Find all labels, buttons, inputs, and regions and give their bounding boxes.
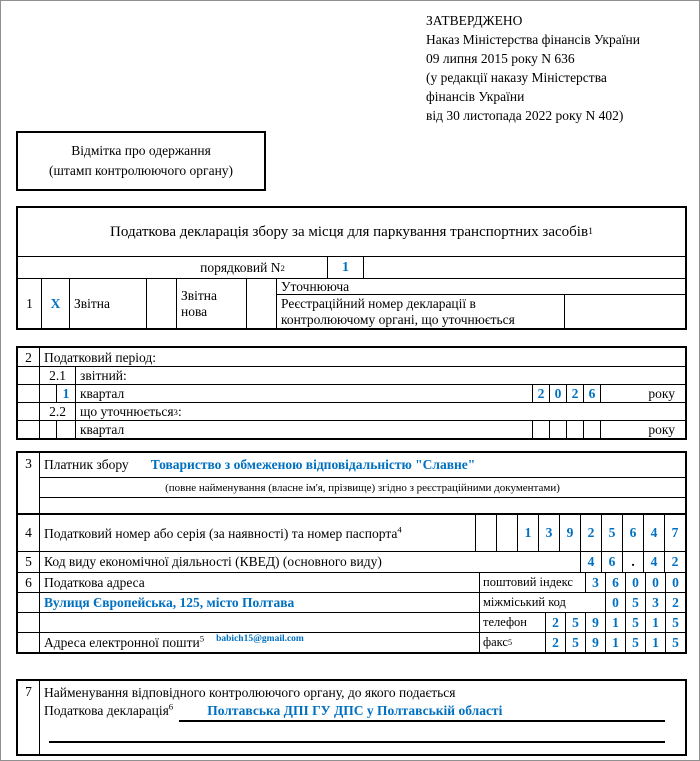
approval-line: ЗАТВЕРДЖЕНО — [426, 13, 523, 28]
payer-section — [18, 453, 685, 513]
phone-row-empty-cell — [40, 613, 479, 632]
authority-number: 7 — [18, 681, 40, 754]
payer-details-table — [16, 451, 687, 654]
postal-digit-box[interactable]: 0 — [665, 573, 685, 592]
street-address-value[interactable]: Вулиця Європейська, 125, місто Полтава — [44, 594, 295, 610]
payer-name-value[interactable]: Товариство з обмеженою відповідальністю "Славне" — [150, 457, 476, 472]
utochniuiucha-mark-cell[interactable] — [247, 279, 277, 328]
year2-word-label: року — [600, 421, 685, 438]
kved-label: Код виду економічної діяльності (КВЕД) (основного виду) — [44, 554, 382, 569]
registration-number-label: Реєстраційний номер декларації в контролюючому органі, що уточнюється — [277, 295, 565, 328]
fax-label: факс 5 — [479, 633, 545, 652]
clarified-quarter-row — [18, 420, 685, 438]
phone-digit-box[interactable]: 2 — [545, 613, 565, 632]
year2-digit-box[interactable] — [532, 421, 549, 438]
kved-row — [18, 551, 685, 572]
period-sub2-number: 2.2 — [40, 403, 76, 420]
period-sub1-row — [18, 366, 685, 384]
registration-number-value-cell[interactable] — [565, 295, 685, 328]
tax-number-digit-box[interactable]: 4 — [643, 515, 664, 551]
tax-number-digit-box[interactable]: 2 — [580, 515, 601, 551]
controlling-authority-table — [16, 679, 687, 756]
utochniuiucha-label: Уточнююча — [277, 279, 685, 295]
quarter-label: квартал — [80, 386, 125, 401]
fax-digit-box[interactable]: 5 — [565, 633, 585, 652]
fax-digit-box[interactable]: 9 — [585, 633, 605, 652]
period-sub1-number: 2.1 — [40, 367, 76, 384]
zvitna-label: Звітна — [70, 279, 147, 328]
address-number: 6 — [18, 573, 40, 592]
kved-number: 5 — [18, 552, 40, 572]
tax-number-digit-box[interactable]: 5 — [601, 515, 622, 551]
period-label: Податковий період: — [44, 349, 157, 365]
approval-line: 09 липня 2015 року N 636 — [426, 51, 575, 66]
phone-digit-box[interactable]: 5 — [565, 613, 585, 632]
reporting-quarter-row — [18, 384, 685, 402]
tax-number-digit-box[interactable]: 3 — [538, 515, 559, 551]
phone-digit-box[interactable]: 1 — [605, 613, 625, 632]
quarter2-value-box[interactable] — [56, 421, 76, 438]
area-code-digit-box[interactable]: 0 — [605, 593, 625, 612]
area-code-digit-box[interactable]: 3 — [645, 593, 665, 612]
declaration-type-row — [18, 278, 685, 328]
serial-number-label: порядковий N 2 — [18, 257, 328, 278]
declaration-header-table — [16, 206, 687, 330]
email-label: Адреса електронної пошти$^5$ — [44, 633, 205, 650]
address-label: Податкова адреса — [44, 574, 145, 590]
year-digit-box[interactable]: 2 — [566, 385, 583, 402]
area-code-label: міжміський код — [479, 593, 605, 612]
tax-address-row — [18, 572, 685, 592]
phone-label: телефон — [479, 613, 545, 632]
year2-digit-box[interactable] — [583, 421, 600, 438]
serial-row-empty-cell[interactable] — [364, 257, 685, 278]
authority-name-value[interactable]: Полтавська ДПІ ГУ ДПС у Полтавській області — [179, 703, 665, 722]
tax-number-digit-box[interactable]: 6 — [622, 515, 643, 551]
postal-digit-box[interactable]: 3 — [585, 573, 605, 592]
stamp-label-line2: (штамп контролюючого органу) — [48, 163, 234, 178]
email-fax-row — [18, 632, 685, 652]
fax-digit-box[interactable]: 5 — [665, 633, 685, 652]
tax-number-digit-box[interactable] — [496, 515, 517, 551]
approval-header — [426, 11, 640, 125]
zvitna-nova-mark-cell[interactable] — [147, 279, 177, 328]
email-value[interactable]: babich15@gmail.com — [216, 633, 304, 644]
kved-separator-box[interactable]: . — [622, 552, 643, 572]
area-code-digit-box[interactable]: 5 — [625, 593, 645, 612]
row1-number: 1 — [18, 279, 42, 328]
tax-number-digit-box[interactable] — [475, 515, 496, 551]
phone-digit-box[interactable]: 5 — [665, 613, 685, 632]
postal-digit-box[interactable]: 0 — [625, 573, 645, 592]
period-sub1-label: звітний: — [80, 368, 127, 383]
approval-line: фінансів України — [426, 89, 525, 104]
period-header-row — [18, 348, 685, 366]
tax-number-label: Податковий номер або серія (за наявності) та номер паспорта$^4$ — [44, 524, 402, 541]
approval-line: Наказ Міністерства фінансів України — [426, 32, 640, 47]
postal-digit-box[interactable]: 0 — [645, 573, 665, 592]
receipt-stamp-box — [16, 131, 266, 191]
postal-digit-box[interactable]: 6 — [605, 573, 625, 592]
authority-label-line1: Найменування відповідного контролюючого органу, до якого подається — [44, 685, 456, 700]
tax-number-digit-box[interactable]: 7 — [664, 515, 685, 551]
payer-label: Платник збору — [44, 457, 129, 472]
payer-empty-line[interactable] — [40, 497, 685, 513]
zvitna-mark-cell[interactable]: X — [42, 279, 70, 328]
phone-digit-box[interactable]: 9 — [585, 613, 605, 632]
tax-number-row — [18, 513, 685, 551]
serial-number-row — [18, 256, 685, 278]
declaration-title: Податкова декларація збору за місця для паркування транспортних засобів 1 — [110, 223, 593, 240]
kved-digit-box[interactable]: 4 — [580, 552, 601, 572]
year-digit-box[interactable]: 6 — [583, 385, 600, 402]
approval-line: від 30 листопада 2022 року N 402) — [426, 108, 624, 123]
serial-number-value[interactable]: 1 — [328, 257, 364, 278]
fax-digit-box[interactable]: 1 — [605, 633, 625, 652]
postal-index-label: поштовий індекс — [479, 573, 585, 592]
kved-digit-box[interactable]: 4 — [643, 552, 664, 572]
email-label-cell — [40, 633, 479, 652]
street-address-row — [18, 592, 685, 612]
fax-digit-box[interactable]: 2 — [545, 633, 565, 652]
area-code-digit-box[interactable]: 2 — [665, 593, 685, 612]
tax-number-digit-box[interactable]: 9 — [559, 515, 580, 551]
fax-digit-box[interactable]: 1 — [645, 633, 665, 652]
year2-digit-box[interactable] — [549, 421, 566, 438]
period-sub2-row — [18, 402, 685, 420]
period-number: 2 — [18, 348, 40, 366]
period-sub2-label: що уточнюється 3 : — [80, 404, 182, 419]
phone-row — [18, 612, 685, 632]
phone-digit-box[interactable]: 5 — [625, 613, 645, 632]
year-digit-box[interactable]: 0 — [549, 385, 566, 402]
stamp-label-line1: Відмітка про одержання — [71, 143, 211, 158]
tax-period-table — [16, 346, 687, 440]
year-digit-box[interactable]: 2 — [532, 385, 549, 402]
tax-number-number: 4 — [18, 515, 40, 551]
authority-empty-line[interactable] — [49, 728, 665, 743]
fax-digit-box[interactable]: 5 — [625, 633, 645, 652]
phone-digit-box[interactable]: 1 — [645, 613, 665, 632]
tax-number-digit-box[interactable]: 1 — [517, 515, 538, 551]
payer-note: (повне найменування (власне ім'я, прізвище) згідно з реєстраційними документами) — [40, 477, 685, 497]
authority-label-line2: Податкова декларація$^6$ — [44, 701, 174, 718]
payer-number: 3 — [18, 453, 40, 513]
year-word-label: року — [600, 385, 685, 402]
zvitna-nova-label: Звітна нова — [177, 279, 247, 328]
kved-digit-box[interactable]: 6 — [601, 552, 622, 572]
quarter2-label: квартал — [80, 422, 125, 437]
quarter-value-box[interactable]: 1 — [56, 385, 76, 402]
approval-line: (у редакції наказу Міністерства — [426, 70, 607, 85]
year2-digit-box[interactable] — [566, 421, 583, 438]
kved-digit-box[interactable]: 2 — [664, 552, 685, 572]
